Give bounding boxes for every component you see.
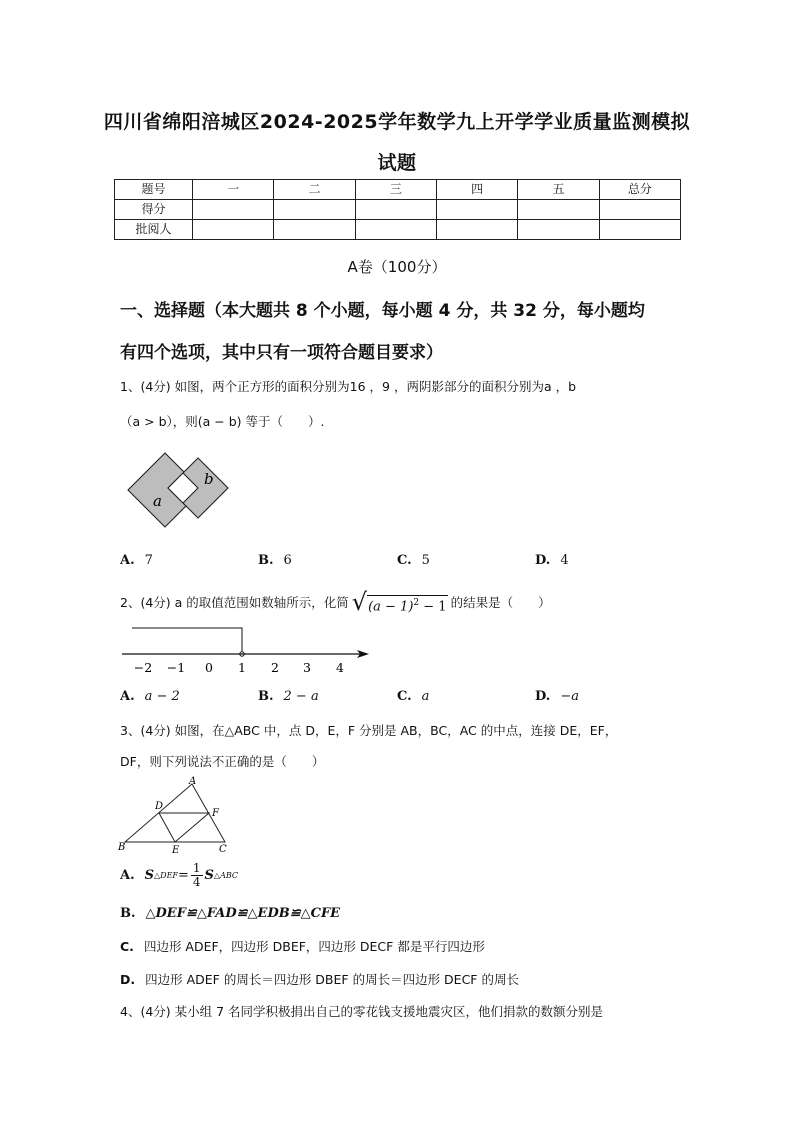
question-1-stem: 1、(4分) 如图，两个正方形的面积分别为16 ，9 ，两阴影部分的面积分别为a ，b (120, 379, 577, 394)
score-header-cell: 二 (274, 180, 355, 200)
tick-label: −2 (133, 660, 153, 675)
question-1-option-b: B. 6 (258, 553, 292, 568)
score-cell (193, 200, 274, 220)
question-3-option-c: C. 四边形 ADEF，四边形 DBEF，四边形 DECF 都是平行四边形 (120, 939, 485, 954)
score-cell (518, 200, 599, 220)
score-table (114, 179, 681, 240)
question-3-stem: 3、(4分) 如图，在△ABC 中，点 D，E，F 分别是 AB，BC，AC 的中点，连接 DE，EF， (120, 723, 618, 738)
point-label-d: D (155, 801, 164, 812)
question-2-option-c: C. a (397, 689, 430, 704)
tick-label: −1 (166, 660, 186, 675)
score-header-cell: 四 (436, 180, 517, 200)
score-header-cell: 题号 (115, 180, 193, 200)
section-heading: 一、选择题（本大题共 8 个小题，每小题 4 分，共 32 分，每小题均 (120, 301, 645, 321)
score-cell (436, 220, 517, 240)
vertex-label-b: B (118, 842, 126, 853)
score-cell (355, 220, 436, 240)
question-2-option-b: B. 2 − a (258, 689, 319, 704)
vertex-label-c: C (219, 844, 227, 855)
number-line-figure (120, 620, 380, 680)
question-4-stem: 4、(4分) 某小组 7 名同学积极捐出自己的零花钱支援地震灾区，他们捐款的数额分别是 (120, 1004, 604, 1019)
tick-label: 2 (271, 660, 279, 675)
question-3-option-d: D. 四边形 ADEF 的周长＝四边形 DBEF 的周长＝四边形 DECF 的周长 (120, 972, 519, 987)
question-2-option-d: D. −a (535, 689, 579, 704)
page-title: 四川省绵阳涪城区2024-2025学年数学九上开学学业质量监测模拟 (103, 111, 691, 133)
score-cell (193, 220, 274, 240)
score-table-row (115, 220, 681, 240)
question-1-figure (125, 450, 235, 540)
score-table-header-row (115, 180, 681, 200)
score-cell (599, 200, 680, 220)
tick-label: 1 (238, 660, 246, 675)
shaded-area-b-label: b (204, 470, 214, 488)
point-label-f: F (212, 808, 219, 819)
score-table-row (115, 200, 681, 220)
score-row-label: 得分 (115, 200, 193, 220)
question-1-option-c: C. 5 (397, 553, 430, 568)
score-header-cell: 一 (193, 180, 274, 200)
question-1-option-d: D. 4 (535, 553, 569, 568)
question-1-option-a: A. 7 (120, 553, 153, 568)
midpoint-triangle-def (159, 813, 209, 842)
shaded-area-a-label: a (153, 492, 162, 510)
tick-label: 4 (336, 660, 344, 675)
sqrt-sign: √ (351, 588, 368, 616)
page-title-continued: 试题 (377, 152, 417, 174)
triangle-figure (115, 776, 235, 856)
range-bracket (132, 628, 242, 654)
question-3-option-a: A. S △DEF = $\frac{1}{4}$ S △ABC (120, 861, 238, 889)
section-heading-continued: 有四个选项，其中只有一项符合题目要求） (120, 343, 443, 363)
score-cell (355, 200, 436, 220)
score-cell (274, 220, 355, 240)
tick-label: 3 (303, 660, 311, 675)
score-cell (436, 200, 517, 220)
score-header-cell: 总分 (599, 180, 680, 200)
sqrt-expression: √ $(a - 1)^2 - 1$ (351, 588, 447, 616)
tick-label: 0 (205, 660, 213, 675)
score-cell (518, 220, 599, 240)
question-2-stem: 2、(4分) a 的取值范围如数轴所示，化简 √ $(a - 1)^2 - 1$ 的结果是（ ） (120, 588, 551, 616)
question-1-stem-continued: （a > b），则(a − b) 等于（ ）. (120, 414, 325, 429)
question-2-option-a: A. a − 2 (120, 689, 180, 704)
question-3-option-b: B. △DEF≌△FAD≌△EDB≌△CFE (120, 906, 341, 921)
question-3-stem-continued: DF，则下列说法不正确的是（ ） (120, 754, 325, 769)
point-label-e: E (172, 845, 180, 856)
score-cell (274, 200, 355, 220)
score-row-label: 批阅人 (115, 220, 193, 240)
vertex-label-a: A (189, 776, 197, 787)
score-cell (599, 220, 680, 240)
fraction-one-quarter: $\frac{1}{4}$ (192, 861, 201, 889)
score-header-cell: 五 (518, 180, 599, 200)
score-header-cell: 三 (355, 180, 436, 200)
volume-label: A卷（100分） (347, 258, 447, 276)
